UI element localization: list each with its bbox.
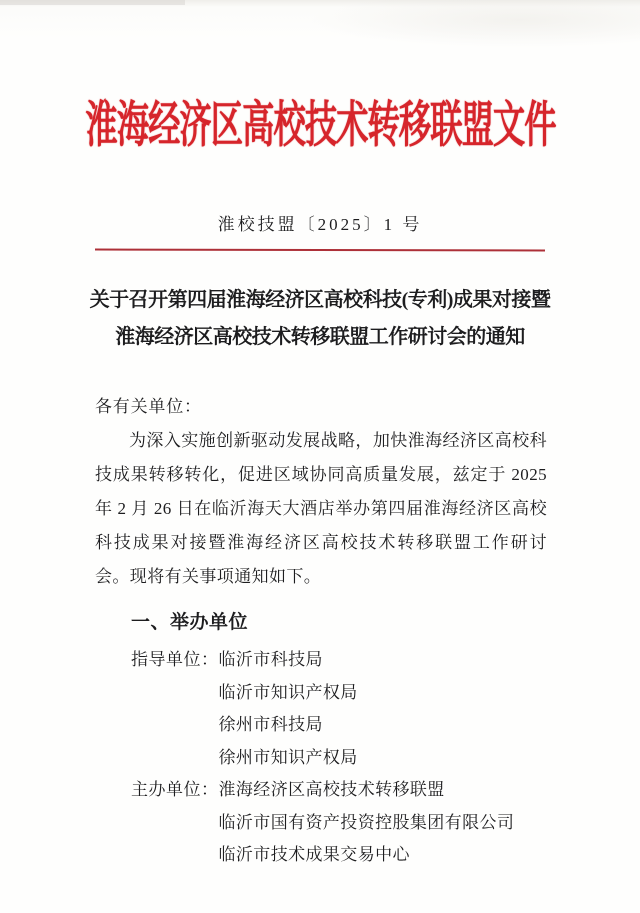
section1-heading: 一、举办单位	[131, 612, 249, 633]
red-divider-rule	[95, 249, 545, 252]
body-paragraph: 为深入实施创新驱动发展战略，加快淮海经济区高校科技成果转移转化，促进区域协同高质量发展，兹定于 2025 年 2 月 26 日在临沂海天大酒店举办第四届淮海经济区高校科技成果对接暨淮海经济区高校技术转移联盟工作研讨会。现将有关事项通知如下。	[95, 431, 547, 586]
document-header-title: 淮海经济区高校技术转移联盟文件	[84, 99, 556, 154]
salutation: 各有关单位：	[95, 397, 202, 416]
organizer-value: 淮海经济区高校技术转移联盟	[218, 780, 445, 799]
scan-artifact-edge	[0, 0, 185, 5]
organizer-label: 指导单位：	[131, 650, 219, 669]
organizer-list	[131, 644, 580, 872]
organizer-value: 临沂市国有资产投资控股集团有限公司	[218, 812, 515, 832]
document-header	[0, 99, 640, 154]
document-number: 淮校技盟〔2025〕1 号	[217, 215, 423, 234]
organizer-value: 临沂市科技局	[218, 650, 323, 669]
document-title-line2: 淮海经济区高校技术转移联盟工作研讨会的通知	[115, 326, 525, 348]
organizer-value: 临沂市知识产权局	[218, 682, 358, 702]
document-title-line1: 关于召开第四届淮海经济区高校科技(专利)成果对接暨	[89, 289, 551, 311]
organizer-group-guidance	[131, 644, 580, 774]
organizer-values	[219, 644, 581, 774]
organizer-value: 临沂市技术成果交易中心	[218, 845, 410, 864]
document-title	[55, 282, 585, 356]
organizer-label: 主办单位：	[131, 780, 219, 799]
organizer-value: 徐州市知识产权局	[218, 747, 358, 767]
organizer-values	[219, 774, 581, 872]
organizer-value: 徐州市科技局	[218, 715, 323, 734]
organizer-group-host	[131, 774, 580, 872]
